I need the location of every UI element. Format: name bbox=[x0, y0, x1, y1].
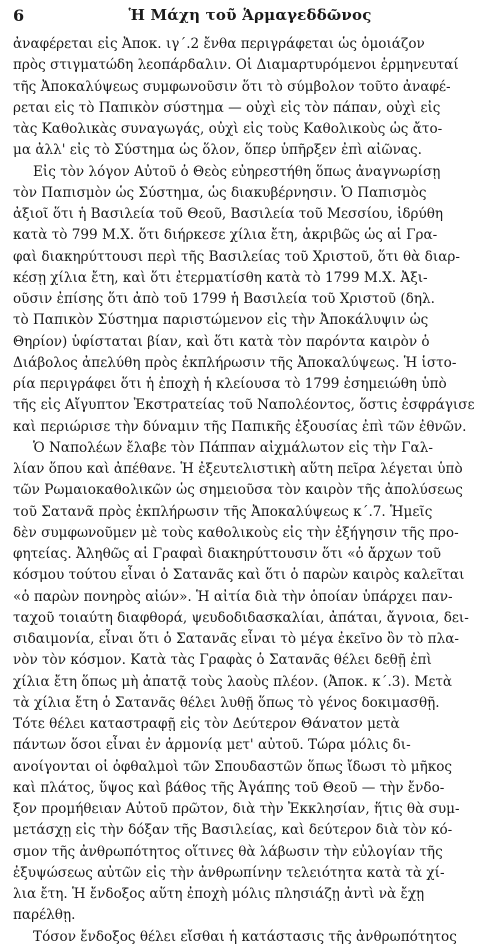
text-line: φητείας. Ἀληθῶς αἱ Γραφαὶ διακηρύττουσιν ὅτι «ὁ ἄρχων τοῦ bbox=[13, 546, 442, 562]
text-line: μετάσχῃ εἰς τὴν δόξαν τῆς Βασιλείας, καὶ δεύτερον διὰ τὸν κό- bbox=[13, 822, 453, 839]
text-line: οῦσιν ἐπίσης ὅτι ἀπὸ τοῦ 1799 ἡ Βασιλεία τοῦ Χριστοῦ (δηλ. bbox=[13, 291, 435, 307]
text-line: σμον τῆς ἀνθρωπότητος οἵτινες θὰ λάβωσιν τὴν εὐλογίαν τῆς bbox=[13, 843, 443, 860]
text-line: ἀναφέρεται εἰς Ἀποκ. ιγ΄.2 ἔνθα περιγράφεται ὡς ὁμοιάζον bbox=[13, 36, 425, 52]
text-line: ξον προμήθειαν Αὐτοῦ πρῶτον, διὰ τὴν Ἐκκλησίαν, ἥτις θὰ συμ- bbox=[13, 801, 460, 817]
text-line: λίαν ὅπου καὶ ἀπέθανε. Ἡ ἐξευτελιστικὴ αὕτη πεῖρα λέγεται ὑπὸ bbox=[13, 461, 463, 477]
text-line: παρέλθῃ. bbox=[13, 907, 76, 924]
text-line: τῆς εἰς Αἴγυπτον Ἐκστρατείας τοῦ Ναπολέοντος, ὅστις ἐσφράγισε bbox=[13, 397, 475, 414]
text-line: τῶν Ρωμαιοκαθολικῶν ὡς σημειοῦσα τὸν καιρὸν τῆς ἀπολύσεως bbox=[13, 482, 463, 499]
text-line: ἀξιοῖ ὅτι ἡ Βασιλεία τοῦ Θεοῦ, Βασιλεία τοῦ Μεσσίου, ἱδρύθη bbox=[13, 206, 444, 222]
text-line: ρεται εἰς τὸ Παπικὸν σύστημα — οὐχὶ εἰς τὸν πάπαν, οὐχὶ εἰς bbox=[13, 99, 441, 116]
paragraph-start-line: Ὁ Ναπολέων ἔλαβε τὸν Πάππαν αἰχμάλωτον εἰς τὴν Γαλ- bbox=[33, 439, 433, 456]
text-line: Διάβολος ἀπελύθη πρὸς ἐκπλήρωσιν τῆς Ἀποκαλύψεως. Ἡ ἱστο- bbox=[13, 354, 457, 371]
text-line: τὸν Παπισμὸν ὡς Σύστημα, ὡς διακυβέρνησιν. Ὁ Παπισμὸς bbox=[13, 184, 427, 201]
text-line: κέσῃ χίλια ἔτη, καὶ ὅτι ἐτερματίσθη κατὰ τὸ 1799 Μ.Χ. Ἀξι- bbox=[13, 269, 428, 286]
text-line: τοῦ Σατανᾶ πρὸς ἐκπλήρωσιν τῆς Ἀποκαλύψεως κ΄.7. Ἡμεῖς bbox=[13, 503, 433, 520]
paragraph-start-line: Εἰς τὸν λόγον Αὐτοῦ ὁ Θεὸς εὐηρεστήθη ὅπως ἀναγνωρίσῃ bbox=[33, 163, 441, 180]
text-line: ανοίγονται οἱ ὀφθαλμοὶ τῶν Σπουδαστῶν ὅπως ἴδωσι τὸ μῆκος bbox=[13, 758, 453, 775]
text-line: τὰ χίλια ἔτη ὁ Σατανᾶς θέλει λυθῇ ὅπως τὸ γένος δοκιμασθῇ. bbox=[13, 694, 440, 711]
text-line: κατὰ τὸ 799 Μ.Χ. ὅτι διήρκεσε χίλια ἔτη, ἀκριβῶς ὡς αἱ Γρα- bbox=[13, 227, 438, 244]
running-title: Ἡ Μάχη τοῦ Ἁρμαγεδδῶνος bbox=[128, 6, 372, 24]
text-line: τὰς Καθολικὰς συναγωγάς, οὐχὶ εἰς τοὺς Καθολικοὺς ὡς ἄτο- bbox=[13, 121, 443, 137]
document-page bbox=[13, 4, 487, 948]
text-line: λια ἔτη. Ἡ ἔνδοξος αὕτη ἐποχὴ μόλις πλησιάζῃ ἀντὶ νὰ ἔχῃ bbox=[13, 886, 425, 902]
text-line: μα ἀλλ' εἰς τὸ Σύστημα ὡς ὅλον, ὅπερ ὑπῆρξεν ἐπὶ αἰῶνας. bbox=[13, 142, 422, 159]
text-line: τὸ Παπικὸν Σύστημα παριστώμενον εἰς τὴν Ἀποκάλυψιν ὡς bbox=[13, 312, 429, 329]
text-line: «ὁ παρὼν πονηρὸς αἰών». Ἡ αἰτία διὰ τὴν ὁποίαν ὑπάρχει παν- bbox=[13, 588, 453, 605]
paragraph-start-line: Τόσον ἔνδοξος θέλει εἴσθαι ἡ κατάστασις τῆς ἀνθρωπότητος bbox=[33, 928, 457, 945]
text-line: δὲν συμφωνοῦμεν μὲ τοὺς καθολικοὺς εἰς τὴν ἐξήγησιν τῆς προ- bbox=[13, 524, 459, 541]
text-line: τῆς Ἀποκαλύψεως συμφωνοῦσιν ὅτι τὸ σύμβολον τοῦτο ἀναφέ- bbox=[13, 78, 451, 95]
page-number: 6 bbox=[13, 6, 25, 25]
text-line: σιδαιμονία, εἶναι ὅτι ὁ Σατανᾶς εἶναι τὸ μέγα ἐκεῖνο ὂν τὸ πλα- bbox=[13, 631, 459, 647]
text-line: Τότε θέλει καταστραφῇ εἰς τὸν Δεύτερον Θάνατον μετὰ bbox=[13, 716, 400, 732]
text-line: φαὶ διακηρύττουσι περὶ τῆς Βασιλείας τοῦ Χριστοῦ, ὅτι θὰ διαρ- bbox=[13, 248, 460, 265]
text-line: ταχοῦ τοιαύτη διαφθορά, ψευδοδιδασκαλίαι, ἀπάται, ἄγνοια, δει- bbox=[13, 609, 469, 626]
text-line: πρὸς στιγματώδη λεοπάρδαλιν. Οἱ Διαμαρτυρόμενοι ἑρμηνευταί bbox=[13, 57, 459, 74]
text-line: καὶ πλάτος, ὕψος καὶ βάθος τῆς Ἀγάπης τοῦ Θεοῦ — τὴν ἔνδο- bbox=[13, 779, 445, 796]
text-line: Θηρίον) ὑφίσταται βίαν, καὶ ὅτι κατὰ τὸν παρόντα καιρὸν ὁ bbox=[13, 333, 430, 350]
text-line: νὸν τὸν κόσμον. Κατὰ τὰς Γραφὰς ὁ Σατανᾶς θέλει δεθῇ ἐπὶ bbox=[13, 652, 432, 669]
text-line: κόσμου τούτου εἶναι ὁ Σατανᾶς καὶ ὅτι ὁ παρὼν καιρὸς καλεῖται bbox=[13, 567, 465, 584]
text-line: πάντων ὅσοι εἶναι ἐν ἁρμονίᾳ μετ' αὐτοῦ. Τώρα μόλις δι- bbox=[13, 737, 411, 754]
text-line: ἐξυψώσεως αὐτῶν εἰς τὴν ἀνθρωπίνην τελειότητα κατὰ τὰ χί- bbox=[13, 864, 445, 881]
text-line: χίλια ἔτη ὅπως μὴ ἀπατᾷ τοὺς λαοὺς πλέον. (Ἀποκ. κ΄.3). Μετὰ bbox=[13, 673, 453, 690]
text-line: καὶ περιώρισε τὴν δύναμιν τῆς Παπικῆς ἐξουσίας ἐπὶ τῶν ἐθνῶν. bbox=[13, 418, 467, 435]
page-header bbox=[13, 4, 487, 30]
body-text bbox=[13, 34, 487, 948]
text-line: ρία περιγράφει ὅτι ἡ ἐποχὴ ἡ κλείουσα τὸ 1799 ἐσημειώθη ὑπὸ bbox=[13, 376, 447, 392]
